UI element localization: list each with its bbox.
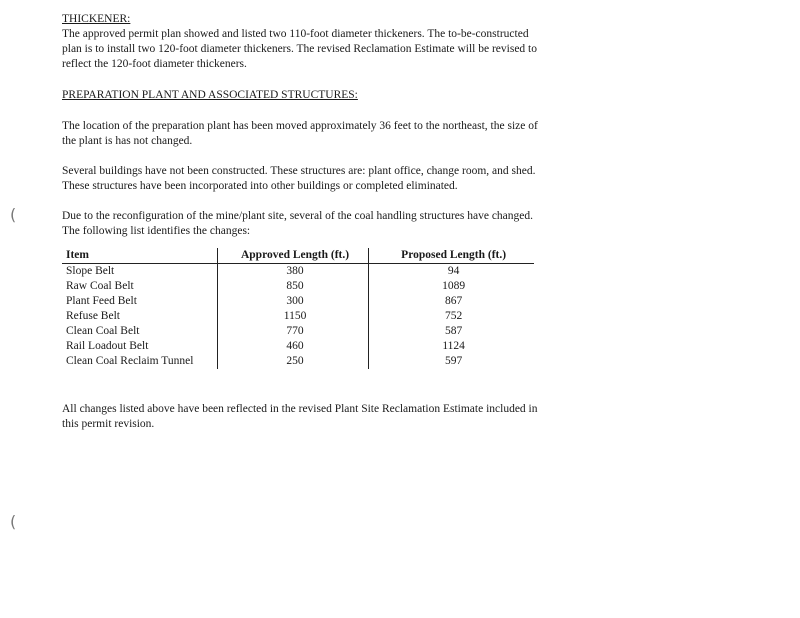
item-cell: Clean Coal Reclaim Tunnel <box>66 355 194 367</box>
proposed-length-cell: 1124 <box>442 340 465 352</box>
prep-plant-paragraph-1: The location of the preparation plant has been moved approximately 36 feet to the northeast, the size of the plant is has not changed. <box>62 120 538 147</box>
belt-length-table <box>62 248 534 369</box>
table-row <box>62 324 534 339</box>
table-row <box>62 339 534 354</box>
approved-length-cell: 850 <box>217 279 368 294</box>
approved-length-cell: 380 <box>217 264 368 280</box>
thickener-paragraph: The approved permit plan showed and listed two 110-foot diameter thickeners. The to-be-constructed plan is to install two 120-foot diameter thickeners. The revised Reclamation Estimate will be revised to reflect the 120-foot diameter thickeners. <box>62 28 537 70</box>
approved-length-cell: 1150 <box>217 309 368 324</box>
item-cell: Slope Belt <box>66 265 115 277</box>
item-cell: Rail Loadout Belt <box>66 340 149 352</box>
item-cell: Clean Coal Belt <box>66 325 140 337</box>
table-row <box>62 354 534 369</box>
proposed-length-cell: 94 <box>447 265 460 277</box>
proposed-length-cell: 597 <box>444 355 463 367</box>
closing-paragraph: All changes listed above have been reflected in the revised Plant Site Reclamation Estimate included in this permit revision. <box>62 403 538 430</box>
approved-length-cell: 460 <box>217 339 368 354</box>
header-item: Item <box>62 248 217 264</box>
table-header-row <box>62 248 534 264</box>
approved-length-cell: 770 <box>217 324 368 339</box>
table-row <box>62 279 534 294</box>
prep-plant-heading: PREPARATION PLANT AND ASSOCIATED STRUCTURES: <box>62 89 358 101</box>
proposed-length-cell: 1089 <box>442 280 466 292</box>
scan-edge-mark: ( <box>10 512 17 531</box>
prep-plant-paragraph-2: Several buildings have not been constructed. These structures are: plant office, change room, and shed. These structures have been incorporated into other buildings or completed eliminated. <box>62 165 536 192</box>
thickener-heading: THICKENER: <box>62 13 131 25</box>
approved-length-cell: 250 <box>217 354 368 369</box>
table-row <box>62 264 534 280</box>
scan-edge-mark: ( <box>10 205 17 224</box>
item-cell: Refuse Belt <box>66 310 120 322</box>
document-page <box>62 12 542 432</box>
table-row <box>62 294 534 309</box>
proposed-length-cell: 867 <box>444 295 463 307</box>
item-cell: Raw Coal Belt <box>66 280 134 292</box>
header-approved-length: Approved Length (ft.) <box>217 248 368 264</box>
header-proposed-length: Proposed Length (ft.) <box>369 248 534 264</box>
item-cell: Plant Feed Belt <box>66 295 137 307</box>
table-body <box>62 264 534 370</box>
proposed-length-cell: 587 <box>444 325 463 337</box>
prep-plant-paragraph-3: Due to the reconfiguration of the mine/plant site, several of the coal handling structures have changed. The following list identifies the changes: <box>62 210 534 237</box>
proposed-length-cell: 752 <box>444 310 463 322</box>
approved-length-cell: 300 <box>217 294 368 309</box>
table-row <box>62 309 534 324</box>
